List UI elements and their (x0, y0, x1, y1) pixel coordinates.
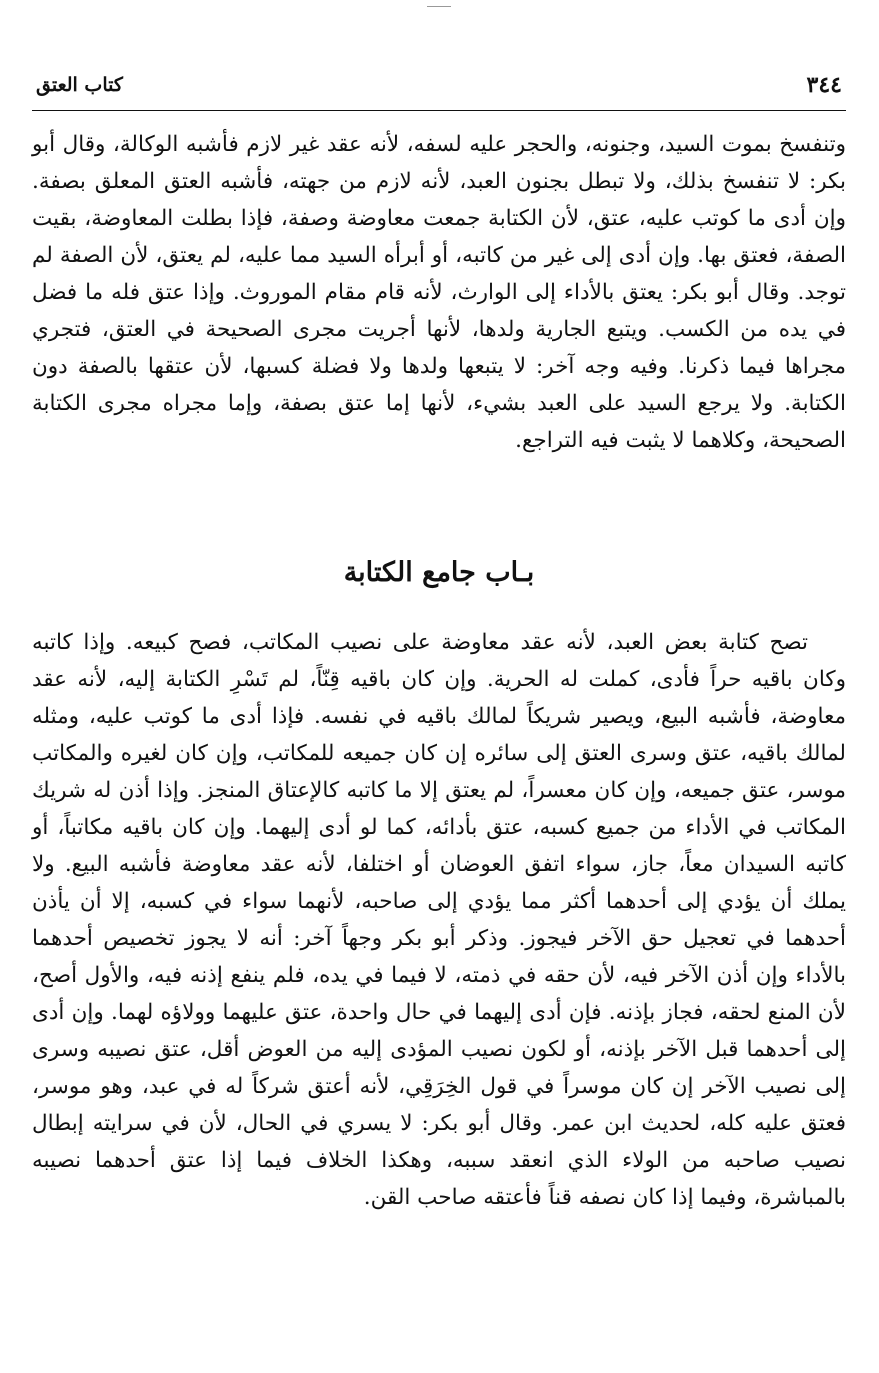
book-title: كتاب العتق (36, 74, 123, 96)
paragraph-section-text: تصح كتابة بعض العبد، لأنه عقد معاوضة على نصيب المكاتب، فصح كبيعه. وإذا كاتبه وكان باقيه حراً فأدى، كملت له الحرية. وإن كان باقيه قِنّاً، لم تَسْرِ الكتابة إليه، لأنه عقد معاوضة، فأشبه البيع، ويصير شريكاً لمالك باقيه في نفسه. فإذا أدى ما كوتب عليه، ومثله لمالك باقيه، عتق وسرى العتق إلى سائره إن كان جميعه للمكاتب، وإن كان لغيره والمكاتب موسر، عتق جميعه، وإن كان معسراً، لم يعتق إلا ما كاتبه كالإعتاق المنجز. وإذا أذن له شريك المكاتب في الأداء من جميع كسبه، عتق بأدائه، كما لو أدى إليهما. وإن كان باقيه مكاتباً، أو كاتبه السيدان معاً، جاز، سواء اتفق العوضان أو اختلفا، لأنه عقد معاوضة فأشبه البيع. ولا يملك أن يؤدي إلى أحدهما أكثر مما يؤدي إلى صاحبه، لأنهما سواء في كسبه، إلا أن يأذن أحدهما في تعجيل حق الآخر فيجوز. وذكر أبو بكر وجهاً آخر: أنه لا يجوز تخصيص أحدهما بالأداء وإن أذن الآخر فيه، لأن حقه في ذمته، لا فيما في يده، فلم ينفع إذنه فيه، والأول أصح، لأن المنع لحقه، فجاز بإذنه. فإن أدى إليهما في حال واحدة، عتق عليهما وولاؤه لهما. وإن أدى إلى أحدهما قبل الآخر بإذنه، أو لكون نصيب المؤدى إليه من العوض أقل، عتق نصيبه وسرى إلى نصيب الآخر إن كان موسراً في قول الخِرَقِي، لأنه أعتق شركاً له في عبد، وهو موسر، فعتق عليه كله، لحديث ابن عمر. وقال أبو بكر: لا يسري في الحال، لأن في سرايته إبطال نصيب صاحبه من الولاء الذي انعقد سببه، وهكذا الخلاف فيما إذا عتق أحدهما نصيبه بالمباشرة، وفيما إذا كان نصفه قناً فأعتقه صاحب القن. (32, 630, 846, 1210)
section-heading: بـاب جامع الكتابة (343, 557, 535, 588)
running-header (32, 70, 846, 111)
top-scan-mark (427, 6, 451, 7)
page-number: ٣٤٤ (806, 72, 842, 98)
paragraph-section-body (32, 624, 846, 1216)
paragraph-continuation: وتنفسخ بموت السيد، وجنونه، والحجر عليه لسفه، لأنه عقد غير لازم فأشبه الوكالة، وقال أبو بكر: لا تنفسخ بذلك، ولا تبطل بجنون العبد، لأنه لازم من جهته، فأشبه العتق المعلق بصفة. وإن أدى ما كوتب عليه، عتق، لأن الكتابة جمعت معاوضة وصفة، فإذا بطلت المعاوضة، بقيت الصفة، فعتق بها. وإن أدى إلى غير من كاتبه، أو أبرأه السيد مما عليه، لم يعتق، لأن الصفة لم توجد. وقال أبو بكر: يعتق بالأداء إلى الوارث، لأنه قام مقام الموروث. وإذا عتق فله ما فضل في يده من الكسب. ويتبع الجارية ولدها، لأنها أجريت مجرى الصحيحة في العتق، فتجري مجراها فيما ذكرنا. وفيه وجه آخر: لا يتبعها ولدها ولا فضلة كسبها، لأن عتقها بالصفة دون الكتابة. ولا يرجع السيد على العبد بشيء، لأنها إما عتق بصفة، وإما مجراه مجرى الكتابة الصحيحة، وكلاهما لا يثبت فيه التراجع. (32, 132, 846, 453)
